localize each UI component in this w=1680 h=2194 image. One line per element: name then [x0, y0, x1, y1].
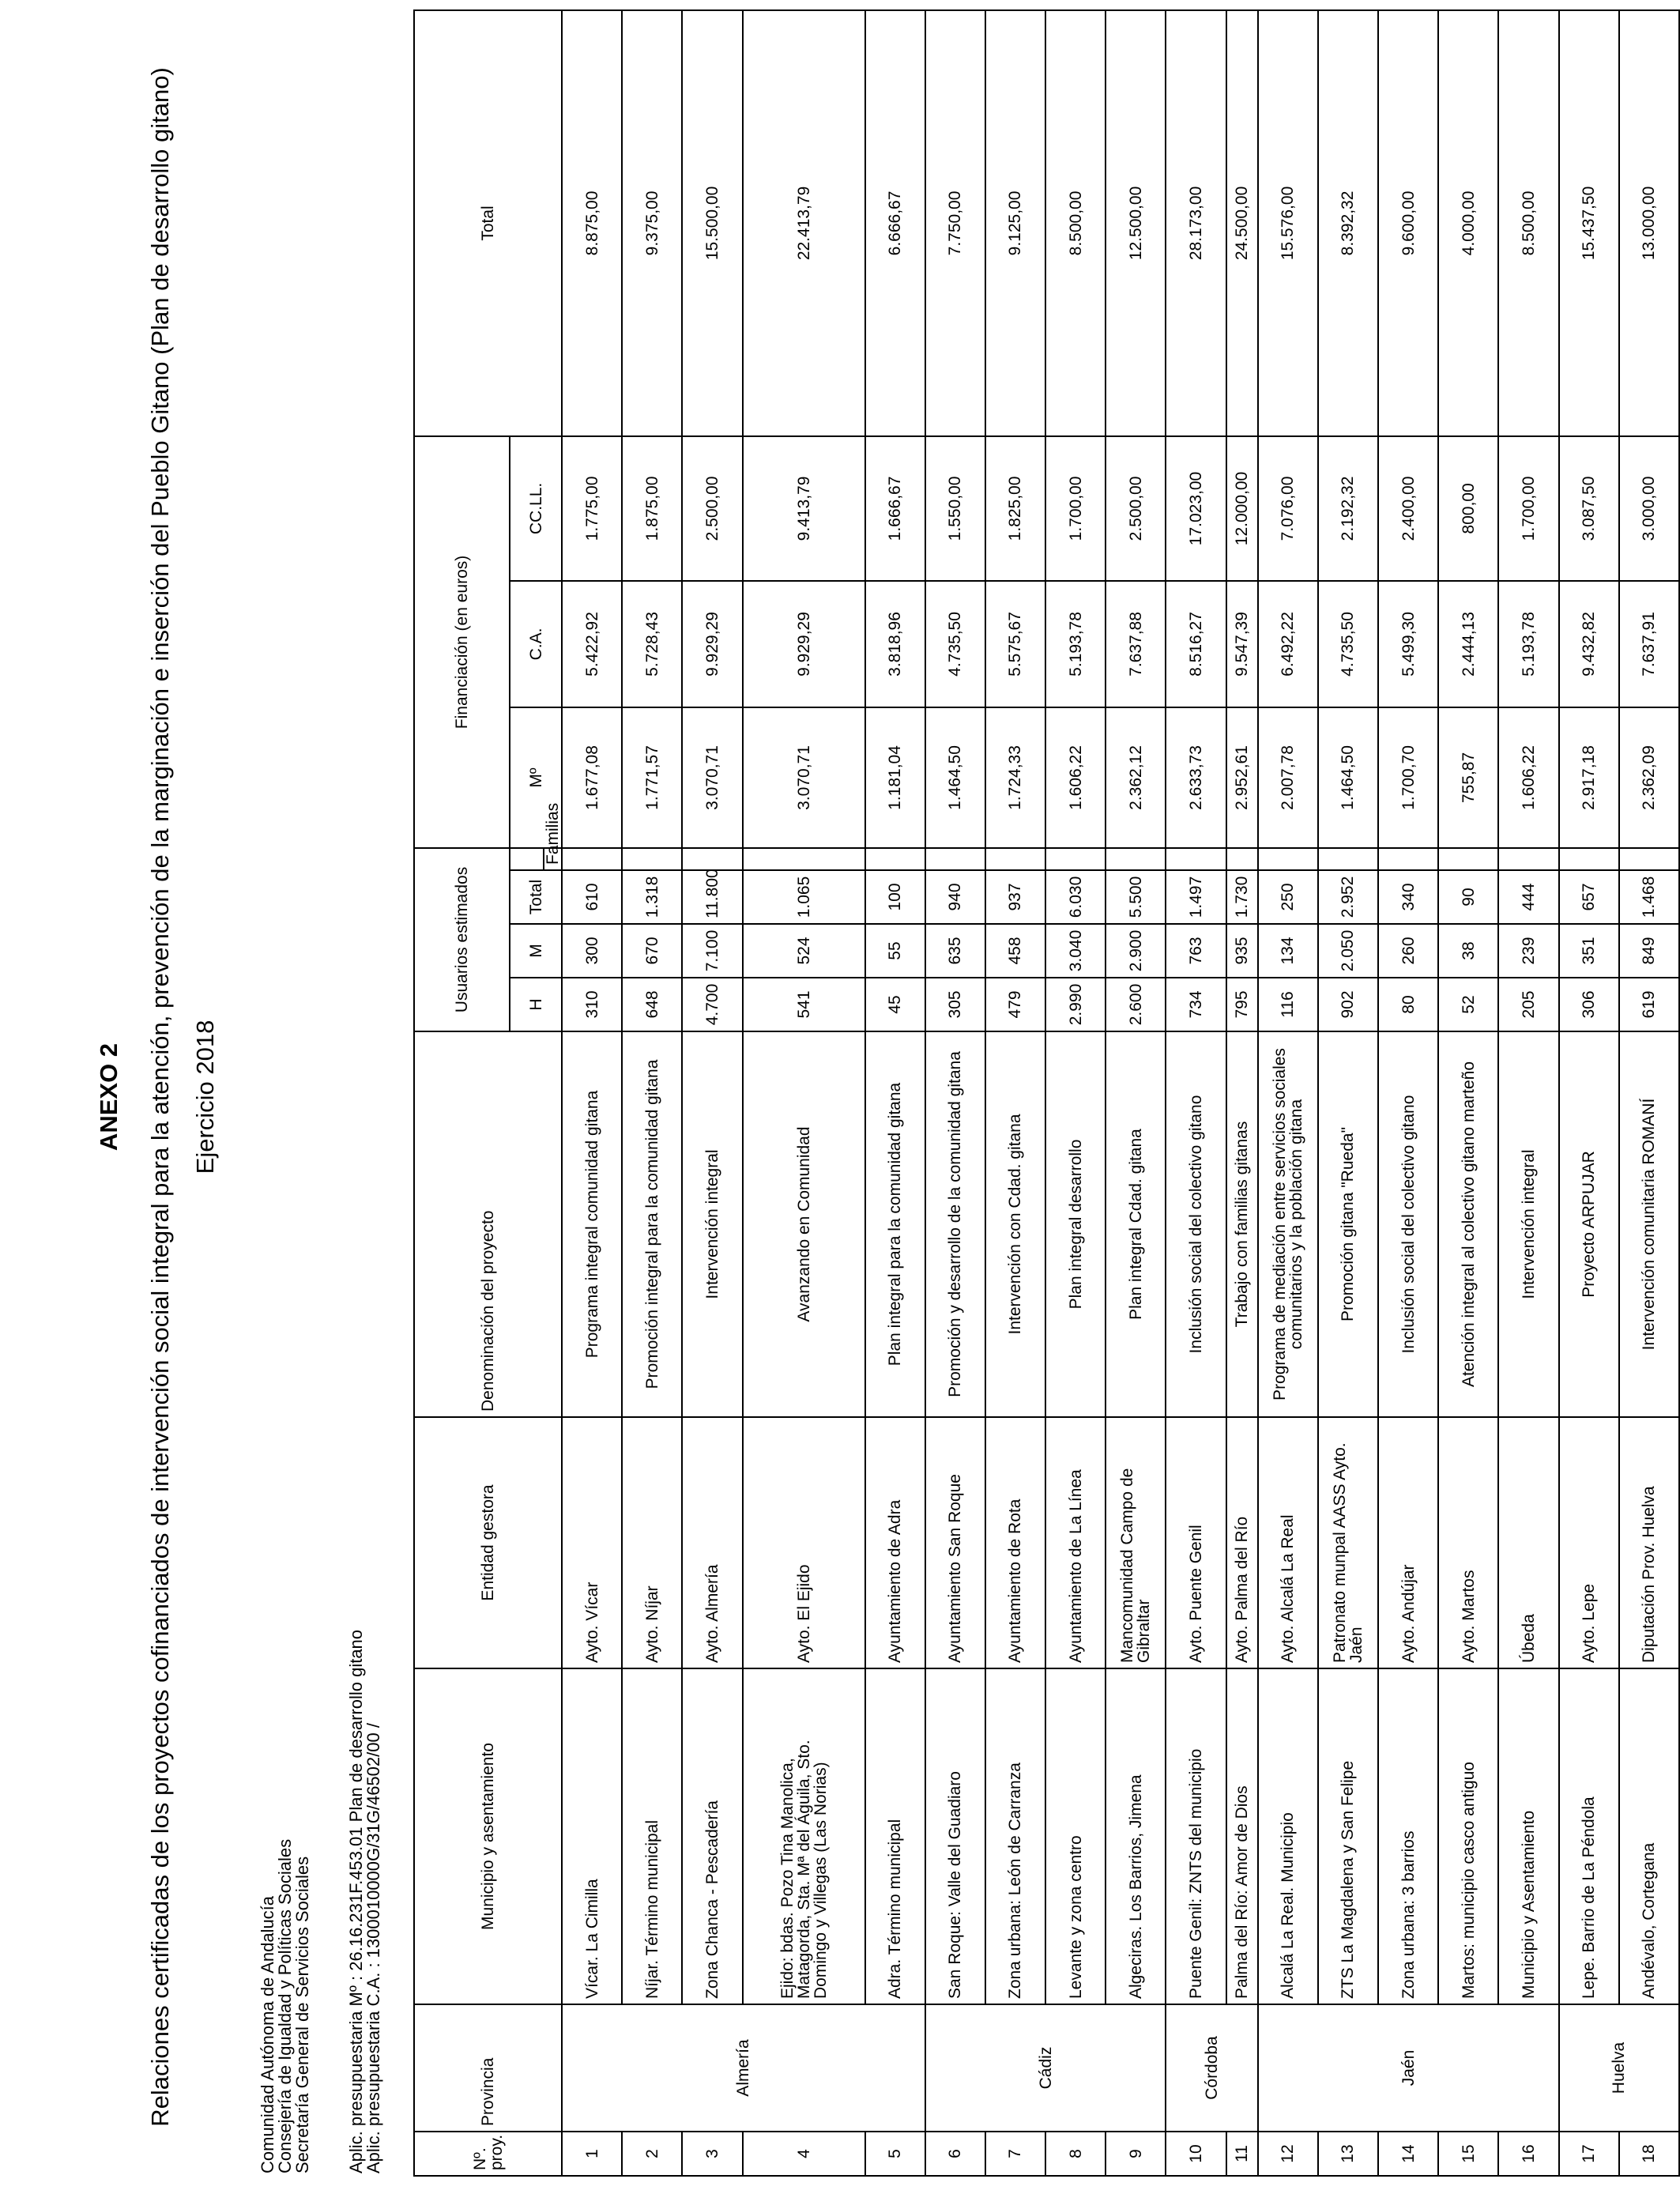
- header-families: Familias: [544, 848, 562, 870]
- province-cell: Huelva: [1559, 2004, 1679, 2132]
- financing-ministry-cell: 1.700,70: [1378, 707, 1438, 848]
- project-number-cell: 5: [865, 2132, 925, 2176]
- financing-ca-cell: 8.516,27: [1166, 581, 1226, 707]
- financing-ca-cell: 2.444,13: [1438, 581, 1498, 707]
- financing-total-cell: 8.392,32: [1318, 10, 1378, 436]
- province-cell: Cádiz: [925, 2004, 1166, 2132]
- entity-cell: Ayto. Puente Genil: [1166, 1417, 1226, 1668]
- financing-ccll-cell: 1.666,67: [865, 436, 925, 581]
- families-cell: [865, 848, 925, 870]
- project-cell: Inclusión social del colectivo gitano: [1378, 1031, 1438, 1417]
- users-h-cell: 205: [1498, 978, 1558, 1031]
- table-row: [985, 10, 1045, 2176]
- header-ccll: CC.LL.: [510, 436, 562, 581]
- users-h-cell: 4.700: [682, 978, 742, 1031]
- financing-ministry-cell: 2.917,18: [1559, 707, 1619, 848]
- financing-total-cell: 22.413,79: [743, 10, 865, 436]
- financing-ccll-cell: 1.700,00: [1498, 436, 1558, 581]
- document-subtitle: Relaciones certificadas de los proyectos cofinanciados de intervención social integral para la atención, prevención de la marginación e inserción del Pueblo Gitano (Plan de desarrollo gitano): [146, 67, 174, 2127]
- header-entity: Entidad gestora: [414, 1417, 562, 1668]
- municipality-cell: Vícar. La Cimilla: [562, 1668, 622, 2004]
- users-h-cell: 306: [1559, 978, 1619, 1031]
- financing-ministry-cell: 1.181,04: [865, 707, 925, 848]
- financing-ccll-cell: 12.000,00: [1226, 436, 1258, 581]
- financing-total-cell: 12.500,00: [1106, 10, 1166, 436]
- table-row: [1559, 10, 1619, 2176]
- users-total-cell: 6.030: [1045, 870, 1106, 924]
- users-h-cell: 45: [865, 978, 925, 1031]
- header-h: H: [510, 978, 562, 1031]
- municipality-cell: Níjar. Término municipal: [622, 1668, 682, 2004]
- municipality-cell: Martos: municipio casco antiguo: [1438, 1668, 1498, 2004]
- users-total-cell: 11.800: [682, 870, 742, 924]
- municipality-cell: San Roque: Valle del Guadiaro: [925, 1668, 985, 2004]
- header-m: M: [510, 924, 562, 978]
- org-line: Secretaría General de Servicios Sociales: [292, 1856, 312, 2173]
- users-h-cell: 2.600: [1106, 978, 1166, 1031]
- project-number-cell: 16: [1498, 2132, 1558, 2176]
- project-number-cell: 11: [1226, 2132, 1258, 2176]
- financing-ccll-cell: 3.087,50: [1559, 436, 1619, 581]
- families-cell: [562, 848, 622, 870]
- financing-ca-cell: 9.432,82: [1559, 581, 1619, 707]
- users-m-cell: 55: [865, 924, 925, 978]
- project-number-cell: 4: [743, 2132, 865, 2176]
- users-total-cell: 1.730: [1226, 870, 1258, 924]
- users-m-cell: 763: [1166, 924, 1226, 978]
- financing-ministry-cell: 3.070,71: [743, 707, 865, 848]
- financing-ccll-cell: 1.775,00: [562, 436, 622, 581]
- users-m-cell: 239: [1498, 924, 1558, 978]
- users-m-cell: 2.900: [1106, 924, 1166, 978]
- financing-total-cell: 28.173,00: [1166, 10, 1226, 436]
- header-ca: C.A.: [510, 581, 562, 707]
- families-cell: [1438, 848, 1498, 870]
- municipality-cell: Levante y zona centro: [1045, 1668, 1106, 2004]
- financing-ministry-cell: 1.464,50: [925, 707, 985, 848]
- financing-total-cell: 15.576,00: [1258, 10, 1318, 436]
- users-h-cell: 541: [743, 978, 865, 1031]
- project-number-cell: 6: [925, 2132, 985, 2176]
- table-row: [1318, 10, 1378, 2176]
- entity-cell: Ayto. Martos: [1438, 1417, 1498, 1668]
- families-cell: [1378, 848, 1438, 870]
- header-ministry: Mº: [510, 707, 562, 848]
- project-number-cell: 7: [985, 2132, 1045, 2176]
- users-m-cell: 260: [1378, 924, 1438, 978]
- fiscal-year: Ejercicio 2018: [191, 1020, 219, 1174]
- users-total-cell: 937: [985, 870, 1045, 924]
- project-cell: Intervención comunitaria ROMANÍ: [1619, 1031, 1679, 1417]
- project-cell: Intervención con Cdad. gitana: [985, 1031, 1045, 1417]
- users-total-cell: 1.065: [743, 870, 865, 924]
- project-cell: Avanzando en Comunidad: [743, 1031, 865, 1417]
- entity-cell: Ayto. Níjar: [622, 1417, 682, 1668]
- project-number-cell: 13: [1318, 2132, 1378, 2176]
- users-m-cell: 351: [1559, 924, 1619, 978]
- header-users-group: Usuarios estimados: [414, 848, 510, 1031]
- financing-ministry-cell: 1.606,22: [1045, 707, 1106, 848]
- users-h-cell: 310: [562, 978, 622, 1031]
- entity-cell: Úbeda: [1498, 1417, 1558, 1668]
- financing-ministry-cell: 2.633,73: [1166, 707, 1226, 848]
- families-cell: [1166, 848, 1226, 870]
- families-cell: [1258, 848, 1318, 870]
- users-total-cell: 2.952: [1318, 870, 1378, 924]
- users-total-cell: 340: [1378, 870, 1438, 924]
- financing-ccll-cell: 17.023,00: [1166, 436, 1226, 581]
- financing-ca-cell: 6.492,22: [1258, 581, 1318, 707]
- financing-ministry-cell: 1.464,50: [1318, 707, 1378, 848]
- project-number-cell: 18: [1619, 2132, 1679, 2176]
- financing-total-cell: 9.125,00: [985, 10, 1045, 436]
- users-m-cell: 524: [743, 924, 865, 978]
- families-cell: [682, 848, 742, 870]
- project-number-cell: 8: [1045, 2132, 1106, 2176]
- users-total-cell: 90: [1438, 870, 1498, 924]
- entity-cell: Ayuntamiento San Roque: [925, 1417, 985, 1668]
- financing-ministry-cell: 2.007,78: [1258, 707, 1318, 848]
- header-total: Total: [414, 10, 562, 436]
- users-h-cell: 648: [622, 978, 682, 1031]
- entity-cell: Diputación Prov. Huelva: [1619, 1417, 1679, 1668]
- project-cell: Promoción y desarrollo de la comunidad gitana: [925, 1031, 985, 1417]
- financing-ccll-cell: 2.192,32: [1318, 436, 1378, 581]
- financing-ministry-cell: 1.677,08: [562, 707, 622, 848]
- users-h-cell: 80: [1378, 978, 1438, 1031]
- financing-ca-cell: 5.499,30: [1378, 581, 1438, 707]
- municipality-cell: Algeciras. Los Barrios, Jimena: [1106, 1668, 1166, 2004]
- projects-table: [413, 9, 1680, 2177]
- users-m-cell: 635: [925, 924, 985, 978]
- financing-ccll-cell: 1.825,00: [985, 436, 1045, 581]
- financing-ministry-cell: 2.362,09: [1619, 707, 1679, 848]
- municipality-cell: Andévalo, Cortegana: [1619, 1668, 1679, 2004]
- province-cell: Córdoba: [1166, 2004, 1257, 2132]
- users-m-cell: 7.100: [682, 924, 742, 978]
- users-total-cell: 1.497: [1166, 870, 1226, 924]
- project-cell: Inclusión social del colectivo gitano: [1166, 1031, 1226, 1417]
- project-number-cell: 9: [1106, 2132, 1166, 2176]
- users-h-cell: 305: [925, 978, 985, 1031]
- financing-ministry-cell: 2.952,61: [1226, 707, 1258, 848]
- families-cell: [622, 848, 682, 870]
- budget-line: Aplic. presupuestaria C.A. : 1300010000G/31G/46502/00 /: [363, 1723, 383, 2173]
- budget-block: [348, 1630, 382, 2173]
- province-cell: Almería: [562, 2004, 925, 2132]
- table-row: [1106, 10, 1166, 2176]
- financing-ca-cell: 5.728,43: [622, 581, 682, 707]
- project-number-cell: 17: [1559, 2132, 1619, 2176]
- project-cell: Atención integral al colectivo gitano marteño: [1438, 1031, 1498, 1417]
- municipality-cell: Zona Chanca - Pescadería: [682, 1668, 742, 2004]
- families-cell: [1106, 848, 1166, 870]
- users-m-cell: 849: [1619, 924, 1679, 978]
- financing-ccll-cell: 1.875,00: [622, 436, 682, 581]
- municipality-cell: Adra. Término municipal: [865, 1668, 925, 2004]
- users-m-cell: 38: [1438, 924, 1498, 978]
- users-m-cell: 134: [1258, 924, 1318, 978]
- municipality-cell: Lepe. Barrio de La Péndola: [1559, 1668, 1619, 2004]
- municipality-cell: Zona urbana: León de Carranza: [985, 1668, 1045, 2004]
- table-row: [865, 10, 925, 2176]
- families-cell: [1619, 848, 1679, 870]
- financing-ccll-cell: 2.500,00: [682, 436, 742, 581]
- project-number-cell: 2: [622, 2132, 682, 2176]
- project-cell: Plan integral Cdad. gitana: [1106, 1031, 1166, 1417]
- municipality-cell: Zona urbana: 3 barrios: [1378, 1668, 1438, 2004]
- families-cell: [1226, 848, 1258, 870]
- entity-cell: Ayto. Andújar: [1378, 1417, 1438, 1668]
- financing-ministry-cell: 755,87: [1438, 707, 1498, 848]
- municipality-cell: Palma del Río: Amor de Dios: [1226, 1668, 1258, 2004]
- users-h-cell: 795: [1226, 978, 1258, 1031]
- table-row: [622, 10, 682, 2176]
- municipality-cell: Municipio y Asentamiento: [1498, 1668, 1558, 2004]
- financing-total-cell: 6.666,67: [865, 10, 925, 436]
- users-m-cell: 3.040: [1045, 924, 1106, 978]
- annex-title: ANEXO 2: [95, 1042, 122, 1152]
- users-total-cell: 1.468: [1619, 870, 1679, 924]
- families-cell: [985, 848, 1045, 870]
- users-h-cell: 902: [1318, 978, 1378, 1031]
- table-row: [1498, 10, 1558, 2176]
- financing-total-cell: 15.500,00: [682, 10, 742, 436]
- entity-cell: Ayto. Almería: [682, 1417, 742, 1668]
- users-total-cell: 610: [562, 870, 622, 924]
- entity-cell: Ayuntamiento de Rota: [985, 1417, 1045, 1668]
- users-m-cell: 670: [622, 924, 682, 978]
- header-financing-group: Financiación (en euros): [414, 436, 510, 848]
- entity-cell: Ayto. Alcalá La Real: [1258, 1417, 1318, 1668]
- financing-ca-cell: 4.735,50: [1318, 581, 1378, 707]
- families-cell: [743, 848, 865, 870]
- entity-cell: Ayuntamiento de La Línea: [1045, 1417, 1106, 1668]
- financing-ca-cell: 9.547,39: [1226, 581, 1258, 707]
- financing-total-cell: 8.500,00: [1045, 10, 1106, 436]
- project-number-cell: 15: [1438, 2132, 1498, 2176]
- entity-cell: Ayto. Palma del Río: [1226, 1417, 1258, 1668]
- financing-ccll-cell: 2.400,00: [1378, 436, 1438, 581]
- table-row: [1045, 10, 1106, 2176]
- municipality-cell: Ejido: bdas. Pozo Tina Manolica, Matagorda, Sta. Mª del Águila, Sto. Domingo y Villegas (Las Norias): [743, 1668, 865, 2004]
- financing-ccll-cell: 7.076,00: [1258, 436, 1318, 581]
- financing-total-cell: 7.750,00: [925, 10, 985, 436]
- org-line: Comunidad Autónoma de Andalucía: [258, 1895, 277, 2173]
- financing-total-cell: 24.500,00: [1226, 10, 1258, 436]
- users-m-cell: 458: [985, 924, 1045, 978]
- users-m-cell: 300: [562, 924, 622, 978]
- project-cell: Trabajo con familias gitanas: [1226, 1031, 1258, 1417]
- project-number-cell: 12: [1258, 2132, 1318, 2176]
- table-row: [1378, 10, 1438, 2176]
- org-line: Consejería de Igualdad y Políticas Sociales: [275, 1838, 295, 2173]
- financing-ca-cell: 9.929,29: [682, 581, 742, 707]
- table-row: [1258, 10, 1318, 2176]
- financing-total-cell: 15.437,50: [1559, 10, 1619, 436]
- entity-cell: Patronato munpal AASS Ayto. Jaén: [1318, 1417, 1378, 1668]
- families-cell: [1498, 848, 1558, 870]
- header-project: Denominación del proyecto: [414, 1031, 562, 1417]
- users-total-cell: 250: [1258, 870, 1318, 924]
- header-num: Nº. proy.: [414, 2132, 562, 2176]
- province-cell: Jaén: [1258, 2004, 1559, 2132]
- header-families-blank: [510, 848, 544, 870]
- financing-ca-cell: 7.637,91: [1619, 581, 1679, 707]
- project-cell: Intervención integral: [682, 1031, 742, 1417]
- financing-ministry-cell: 2.362,12: [1106, 707, 1166, 848]
- financing-ministry-cell: 1.771,57: [622, 707, 682, 848]
- users-h-cell: 479: [985, 978, 1045, 1031]
- families-cell: [1559, 848, 1619, 870]
- entity-cell: Ayto. Vícar: [562, 1417, 622, 1668]
- users-h-cell: 2.990: [1045, 978, 1106, 1031]
- table-row: [1438, 10, 1498, 2176]
- financing-ca-cell: 5.193,78: [1045, 581, 1106, 707]
- organization-block: [259, 1839, 311, 2173]
- entity-cell: Ayto. Lepe: [1559, 1417, 1619, 1668]
- municipality-cell: Puente Genil: ZNTS del municipio: [1166, 1668, 1226, 2004]
- users-h-cell: 734: [1166, 978, 1226, 1031]
- municipality-cell: Alcalá La Real. Municipio: [1258, 1668, 1318, 2004]
- financing-total-cell: 8.875,00: [562, 10, 622, 436]
- families-cell: [1318, 848, 1378, 870]
- table-row: [562, 10, 622, 2176]
- users-total-cell: 5.500: [1106, 870, 1166, 924]
- project-cell: Plan integral para la comunidad gitana: [865, 1031, 925, 1417]
- financing-ccll-cell: 1.700,00: [1045, 436, 1106, 581]
- project-cell: Promoción gitana "Rueda": [1318, 1031, 1378, 1417]
- financing-ccll-cell: 9.413,79: [743, 436, 865, 581]
- financing-total-cell: 8.500,00: [1498, 10, 1558, 436]
- project-cell: Intervención integral: [1498, 1031, 1558, 1417]
- users-total-cell: 940: [925, 870, 985, 924]
- financing-ccll-cell: 800,00: [1438, 436, 1498, 581]
- financing-ca-cell: 4.735,50: [925, 581, 985, 707]
- users-total-cell: 444: [1498, 870, 1558, 924]
- entity-cell: Ayuntamiento de Adra: [865, 1417, 925, 1668]
- financing-total-cell: 9.375,00: [622, 10, 682, 436]
- table-row: [1166, 10, 1226, 2176]
- users-h-cell: 116: [1258, 978, 1318, 1031]
- project-cell: Programa integral comunidad gitana: [562, 1031, 622, 1417]
- users-m-cell: 935: [1226, 924, 1258, 978]
- table-row: [743, 10, 865, 2176]
- users-total-cell: 100: [865, 870, 925, 924]
- project-cell: Proyecto ARPUJAR: [1559, 1031, 1619, 1417]
- financing-ca-cell: 5.193,78: [1498, 581, 1558, 707]
- financing-ministry-cell: 3.070,71: [682, 707, 742, 848]
- project-cell: Promoción integral para la comunidad gitana: [622, 1031, 682, 1417]
- users-total-cell: 1.318: [622, 870, 682, 924]
- financing-ca-cell: 5.575,67: [985, 581, 1045, 707]
- table-row: [1619, 10, 1679, 2176]
- project-cell: Plan integral desarrollo: [1045, 1031, 1106, 1417]
- financing-ca-cell: 7.637,88: [1106, 581, 1166, 707]
- table-row: [1226, 10, 1258, 2176]
- financing-ccll-cell: 3.000,00: [1619, 436, 1679, 581]
- project-number-cell: 14: [1378, 2132, 1438, 2176]
- financing-ministry-cell: 1.606,22: [1498, 707, 1558, 848]
- users-h-cell: 619: [1619, 978, 1679, 1031]
- financing-total-cell: 4.000,00: [1438, 10, 1498, 436]
- project-number-cell: 1: [562, 2132, 622, 2176]
- financing-ccll-cell: 2.500,00: [1106, 436, 1166, 581]
- project-cell: Programa de mediación entre servicios sociales comunitarios y la población gitana: [1258, 1031, 1318, 1417]
- users-total-cell: 657: [1559, 870, 1619, 924]
- financing-ccll-cell: 1.550,00: [925, 436, 985, 581]
- financing-ca-cell: 5.422,92: [562, 581, 622, 707]
- budget-line: Aplic. presupuestaria Mº : 26.16.231F.453.01 Plan de desarrollo gitano: [346, 1629, 366, 2173]
- families-cell: [925, 848, 985, 870]
- table-row: [682, 10, 742, 2176]
- table-row: [925, 10, 985, 2176]
- financing-ca-cell: 9.929,29: [743, 581, 865, 707]
- financing-ministry-cell: 1.724,33: [985, 707, 1045, 848]
- financing-ca-cell: 3.818,96: [865, 581, 925, 707]
- header-total-users: Total: [510, 870, 562, 924]
- header-municipality: Municipio y asentamiento: [414, 1668, 562, 2004]
- financing-total-cell: 9.600,00: [1378, 10, 1438, 436]
- project-number-cell: 10: [1166, 2132, 1226, 2176]
- financing-total-cell: 13.000,00: [1619, 10, 1679, 436]
- families-cell: [1045, 848, 1106, 870]
- project-number-cell: 3: [682, 2132, 742, 2176]
- users-h-cell: 52: [1438, 978, 1498, 1031]
- entity-cell: Mancomunidad Campo de Gibraltar: [1106, 1417, 1166, 1668]
- users-m-cell: 2.050: [1318, 924, 1378, 978]
- header-province: Provincia: [414, 2004, 562, 2132]
- entity-cell: Ayto. El Ejido: [743, 1417, 865, 1668]
- municipality-cell: ZTS La Magdalena y San Felipe: [1318, 1668, 1378, 2004]
